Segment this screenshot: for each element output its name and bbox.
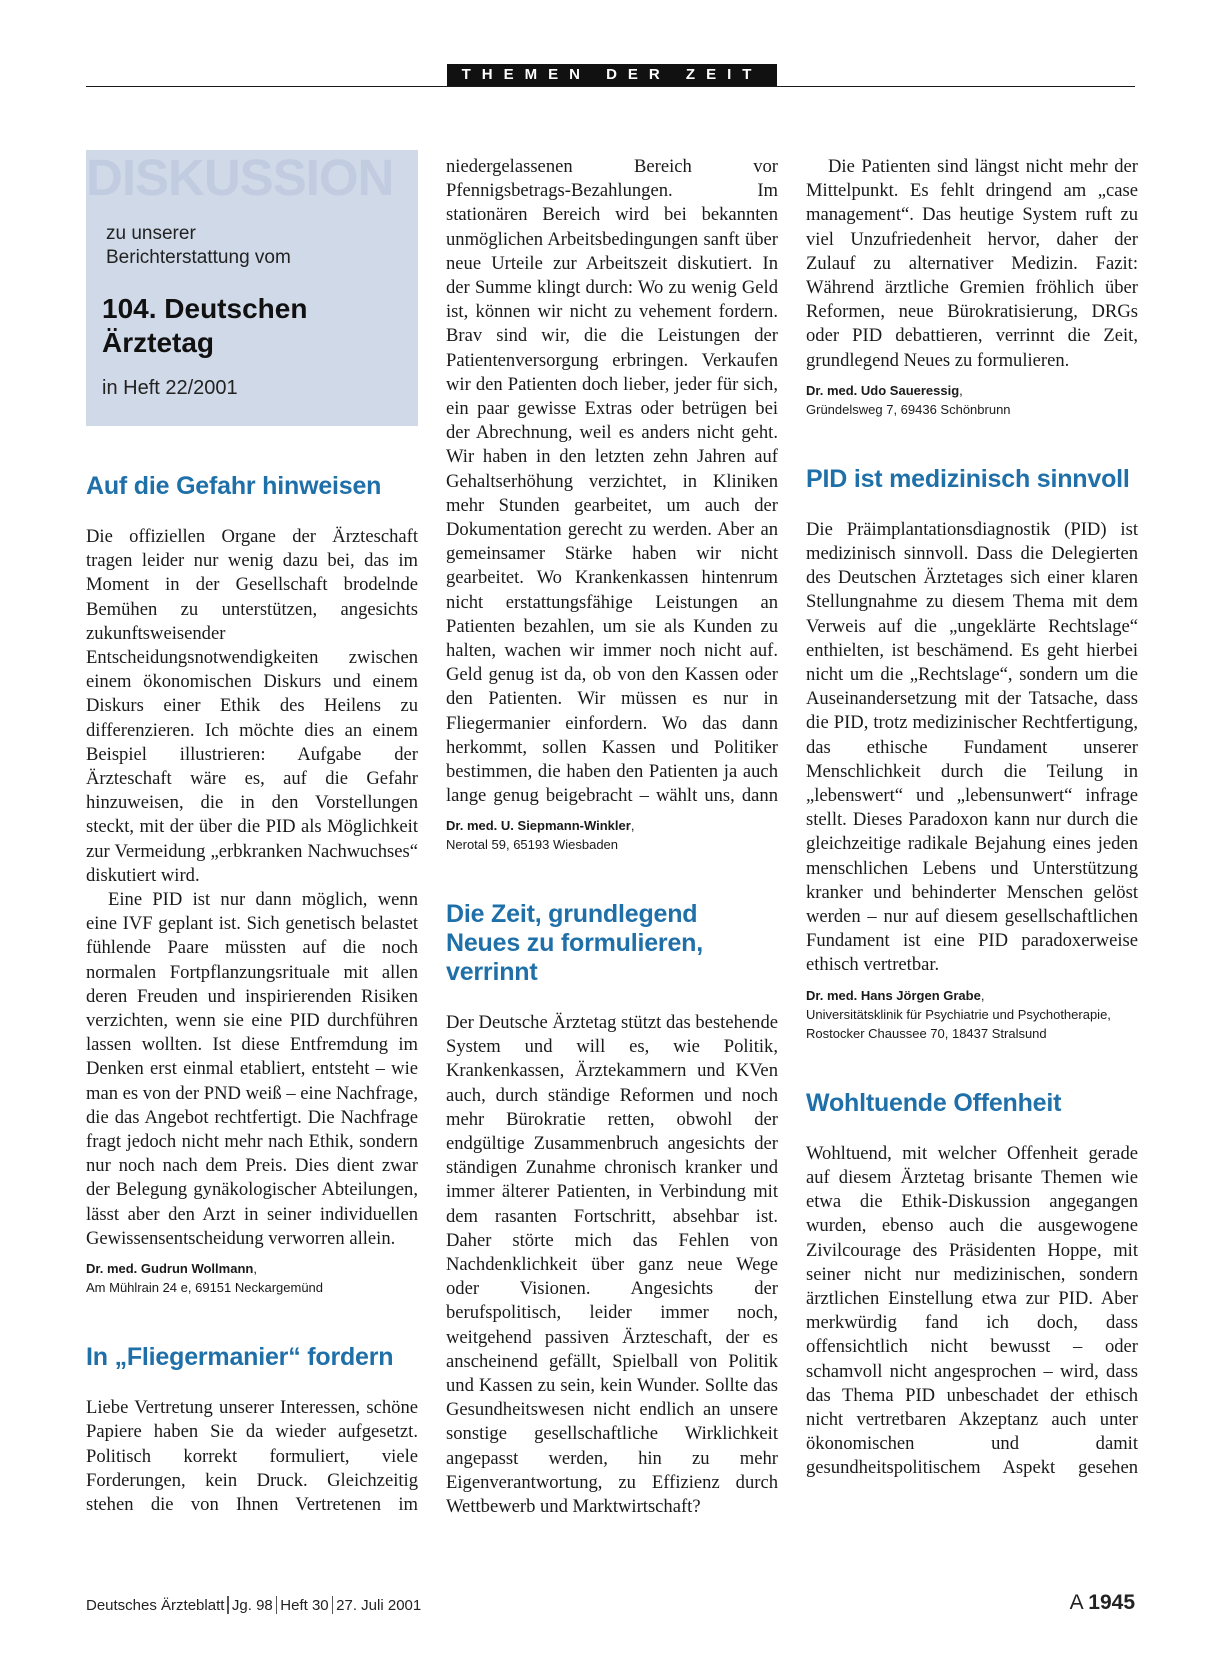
letter-author: Dr. med. Udo Saueressig [806, 382, 960, 398]
journal-name: Deutsches Ärzteblatt [86, 1597, 225, 1614]
letter-signature: Dr. med. U. Siepmann-Winkler, Nerotal 59, 65193 Wiesbaden [446, 818, 635, 852]
letter-address: Universitätsklinik für Psychiatrie und Psychotherapie, [806, 1006, 1111, 1022]
letter-address: Rostocker Chaussee 70, 18437 Stralsund [806, 1025, 1047, 1041]
letter-signature: Dr. med. Udo Saueressig, Gründelsweg 7, 69436 Schönbrunn [806, 382, 1011, 417]
letter-author: Dr. med. U. Siepmann-Winkler [446, 818, 631, 833]
letter-heading: Auf die Gefahr hinweisen [86, 472, 382, 500]
letter-paragraph: Der Deutsche Ärztetag stützt das bestehende System und will es, wie Politik, Krankenkassen, Ärztekammern und KVen auch, durch ständige Reformen und noch mehr Bürokratie retten, obwohl der endgültige Zusammenbruch angesichts der ständigen Zunahme chronisch kranker und immer älterer Patienten, in Verbindung mit dem rasanten Fortschritt, absehbar ist. Daher störte mich das Fehlen von Nachdenklichkeit über ganz neue Wege oder Visionen. Angesichts der berufspolitisch, leider immer noch, weitgehend passiven Ärzteschaft, der es anscheinend gefällt, Spielball von Politik und Kassen zu sein, kein Wunder. Sollte das Gesundheitswesen nicht endlich an unsere sonstige gesellschaftliche Wirklichkeit angepasst werden, hin zu mehr Eigenverantwortung, zu Effizienz durch Wettbewerb und Marktwirtschaft? [446, 1012, 778, 1518]
letter-author: Dr. med. Gudrun Wollmann [86, 1261, 254, 1277]
letter-signature: Dr. med. Hans Jörgen Grabe, Universitätsklinik für Psychiatrie und Psychotherapie, Rostocker Chaussee 70, 18437 Stralsund [806, 987, 1111, 1041]
letter-heading: In „Fliegermanier“ fordern [86, 1343, 394, 1372]
journal-date: 27. Juli 2001 [336, 1597, 422, 1614]
letter-address: Nerotal 59, 65193 Wiesbaden [446, 837, 619, 852]
letter-address: Am Mühlrain 24 e, 69151 Neckargemünd [86, 1280, 324, 1296]
page-footer [86, 1591, 1135, 1614]
discussion-word: DISKUSSION [86, 149, 394, 206]
letter-author: Dr. med. Hans Jörgen Grabe [806, 987, 981, 1003]
letter-signature: Dr. med. Gudrun Wollmann, Am Mühlrain 24 e, 69151 Neckargemünd [86, 1261, 324, 1296]
header-rule [86, 86, 1135, 87]
letter-paragraph: Liebe Vertretung unserer Interessen, schöne Papiere haben Sie da wieder aufgesetzt. Politisch korrekt formuliert, viele Forderungen, kein Druck. Gleichzeitig stehen die von Ihnen Vertretenen im [86, 1397, 418, 1515]
letter-paragraph: Wohltuend, mit welcher Offenheit gerade auf diesem Ärztetag brisante Themen wie etwa die Ethik-Diskussion angegangen wurden, ebenso auch die ausgewogene Zivilcourage des Präsidenten Hoppe, mit seiner nicht nur medizinischen, sondern ärztlichen Einstellung etwa zur PID. Aber merkwürdig fand ich doch, dass offensichtlich nicht bewusst – oder schamvoll nicht angesprochen – wird, dass das Thema PID unbeschadet der ethisch nicht vertretbaren Akzeptanz auch unter ökonomischen und damit gesundheitspolitischem Aspekt gesehen [806, 1142, 1138, 1479]
letter-address: Gründelsweg 7, 69436 Schönbrunn [806, 401, 1011, 417]
letter-paragraph: Eine PID ist nur dann möglich, wenn eine IVF geplant ist. Sich genetisch belastet fühlende Paare müssten auf die noch normalen Fortpflanzungsrituale mit allen deren Freuden und inspirierenden Risiken verzichten, wenn sie eine PID durchführen lassen wollten. Ist diese Entfremdung im Denken erst einmal etabliert, entsteht – wie man es von der PND weiß – eine Nachfrage, die das Angebot rechtfertigt. Die Nachfrage fragt jedoch nicht mehr nach Ethik, sondern nur noch nach dem Preis. Dies dient zwar der Belegung gynäkologischer Abteilungen, lässt aber den Arzt in seiner individuellen Gewissensentscheidung verworren allein. [86, 889, 418, 1249]
column-1 [86, 150, 418, 1517]
journal-issue: Heft 30 [280, 1597, 329, 1614]
letter-heading: Wohltuende Offenheit [806, 1088, 1062, 1117]
letter-heading: PID ist medizinisch sinnvoll [806, 464, 1130, 493]
letter-heading: Die Zeit, grundlegend Neues zu formulieren, verrinnt [446, 900, 703, 986]
column-2 [446, 155, 778, 1519]
letter-paragraph: Die Patienten sind längst nicht mehr der Mittelpunkt. Es fehlt dringend am „case management“. Das heutige System ruft zu viel Unzufriedenheit hervor, daher der Zulauf zu alternativer Medizin. Fazit: Während ärztliche Gremien fröhlich über Reformen, neue Bürokratisierung, DRGs oder PID debattieren, verrinnt die Zeit, grundlegend Neues zu formulieren. [806, 156, 1138, 371]
letter-continuation: niedergelassenen Bereich vor Pfennigsbetrags-Bezahlungen. Im stationären Bereich wird bei bekannten unmöglichen Arbeitsbedingungen sanft über neue Urteile zur Arbeitszeit diskutiert. In der Summe klingt durch: Wo zu wenig Geld ist, können wir nicht zu vehement fordern. Brav sind wir, die die Leistungen der Patientenversorgung erbringen. Verkaufen wir den Patienten doch lieber, jeder für sich, ein paar gewisse Extras oder betrügen bei der Abrechnung, weil es anders nicht geht. Wir haben in den letzten zehn Jahren auf Gehaltserhöhung verzichtet, in Kliniken mehr Stunden gearbeitet, um auch der Dokumentation gerecht zu werden. Aber an gemeinsamer Stärke haben wir nicht gearbeitet. Wo Krankenkassen hintenrum nicht erstattungsfähige Leistungen an Patienten bezahlen, um sie als Kunden zu halten, wachen wir immer noch nicht auf. Geld genug ist da, ob von den Kassen oder den Patienten. Wir müssen es nur in Fliegermanier einfordern. Wo das dann herkommt, sollen Kassen und Politiker bestimmen, die haben den Patienten ja auch lange genug beigebracht – wählt uns, dann [446, 156, 778, 807]
letter-paragraph: Die Präimplantationsdiagnostik (PID) ist medizinisch sinnvoll. Dass die Delegierten des Deutschen Ärztetages sich einer klaren Stellungnahme zu diesem Thema mit dem Verweis auf die „ungeklärte Rechtslage“ enthielten, ist beschämend. Es geht hierbei nicht um die „Rechtslage“, sondern um die Auseinandersetzung mit der Tatsache, dass die PID, trotz medizinischer Rechtfertigung, das ethische Fundament unserer Menschlichkeit durch die Teilung in „lebenswert“ und „lebensunwert“ infrage stellt. Dieses Paradoxon kann nur durch die gleichzeitige radikale Bejahung eines jeden menschlichen Lebens und Unterstützung kranker und behinderter Menschen gelöst werden – nur auf diesem gesellschaftlichen Fundament ist eine PID paradoxerweise ethisch vertretbar. [806, 518, 1138, 976]
letter-paragraph: Die offiziellen Organe der Ärzteschaft tragen leider nur wenig dazu bei, das im Moment in der Gesellschaft brodelnde Bemühen zu unterstützen, angesichts zukunftsweisender Entscheidungsnotwendigkeiten zwischen einem ökonomischen Diskurs und einem Diskurs einer Ethik des Heilens zu differenzieren. Ich möchte dies an einem Beispiel illustrieren: Aufgabe der Ärzteschaft wäre es, auf die Gefahr hinzuweisen, die in den Vorstellungen steckt, mit der über die PID als Möglichkeit zur Vermeidung „erbkranken Nachwuchses“ diskutiert wird. [86, 526, 418, 886]
discussion-box [86, 150, 418, 426]
column-3 [806, 155, 1138, 1481]
discussion-title: 104. Deutschen Ärztetag [102, 293, 308, 358]
section-banner: THEMEN DER ZEIT [447, 64, 777, 86]
discussion-issue: in Heft 22/2001 [102, 377, 238, 399]
journal-volume: Jg. 98 [231, 1597, 273, 1614]
discussion-intro: zu unserer Berichterstattung vom [106, 223, 291, 268]
page-number: A 1945 [1069, 1591, 1135, 1614]
